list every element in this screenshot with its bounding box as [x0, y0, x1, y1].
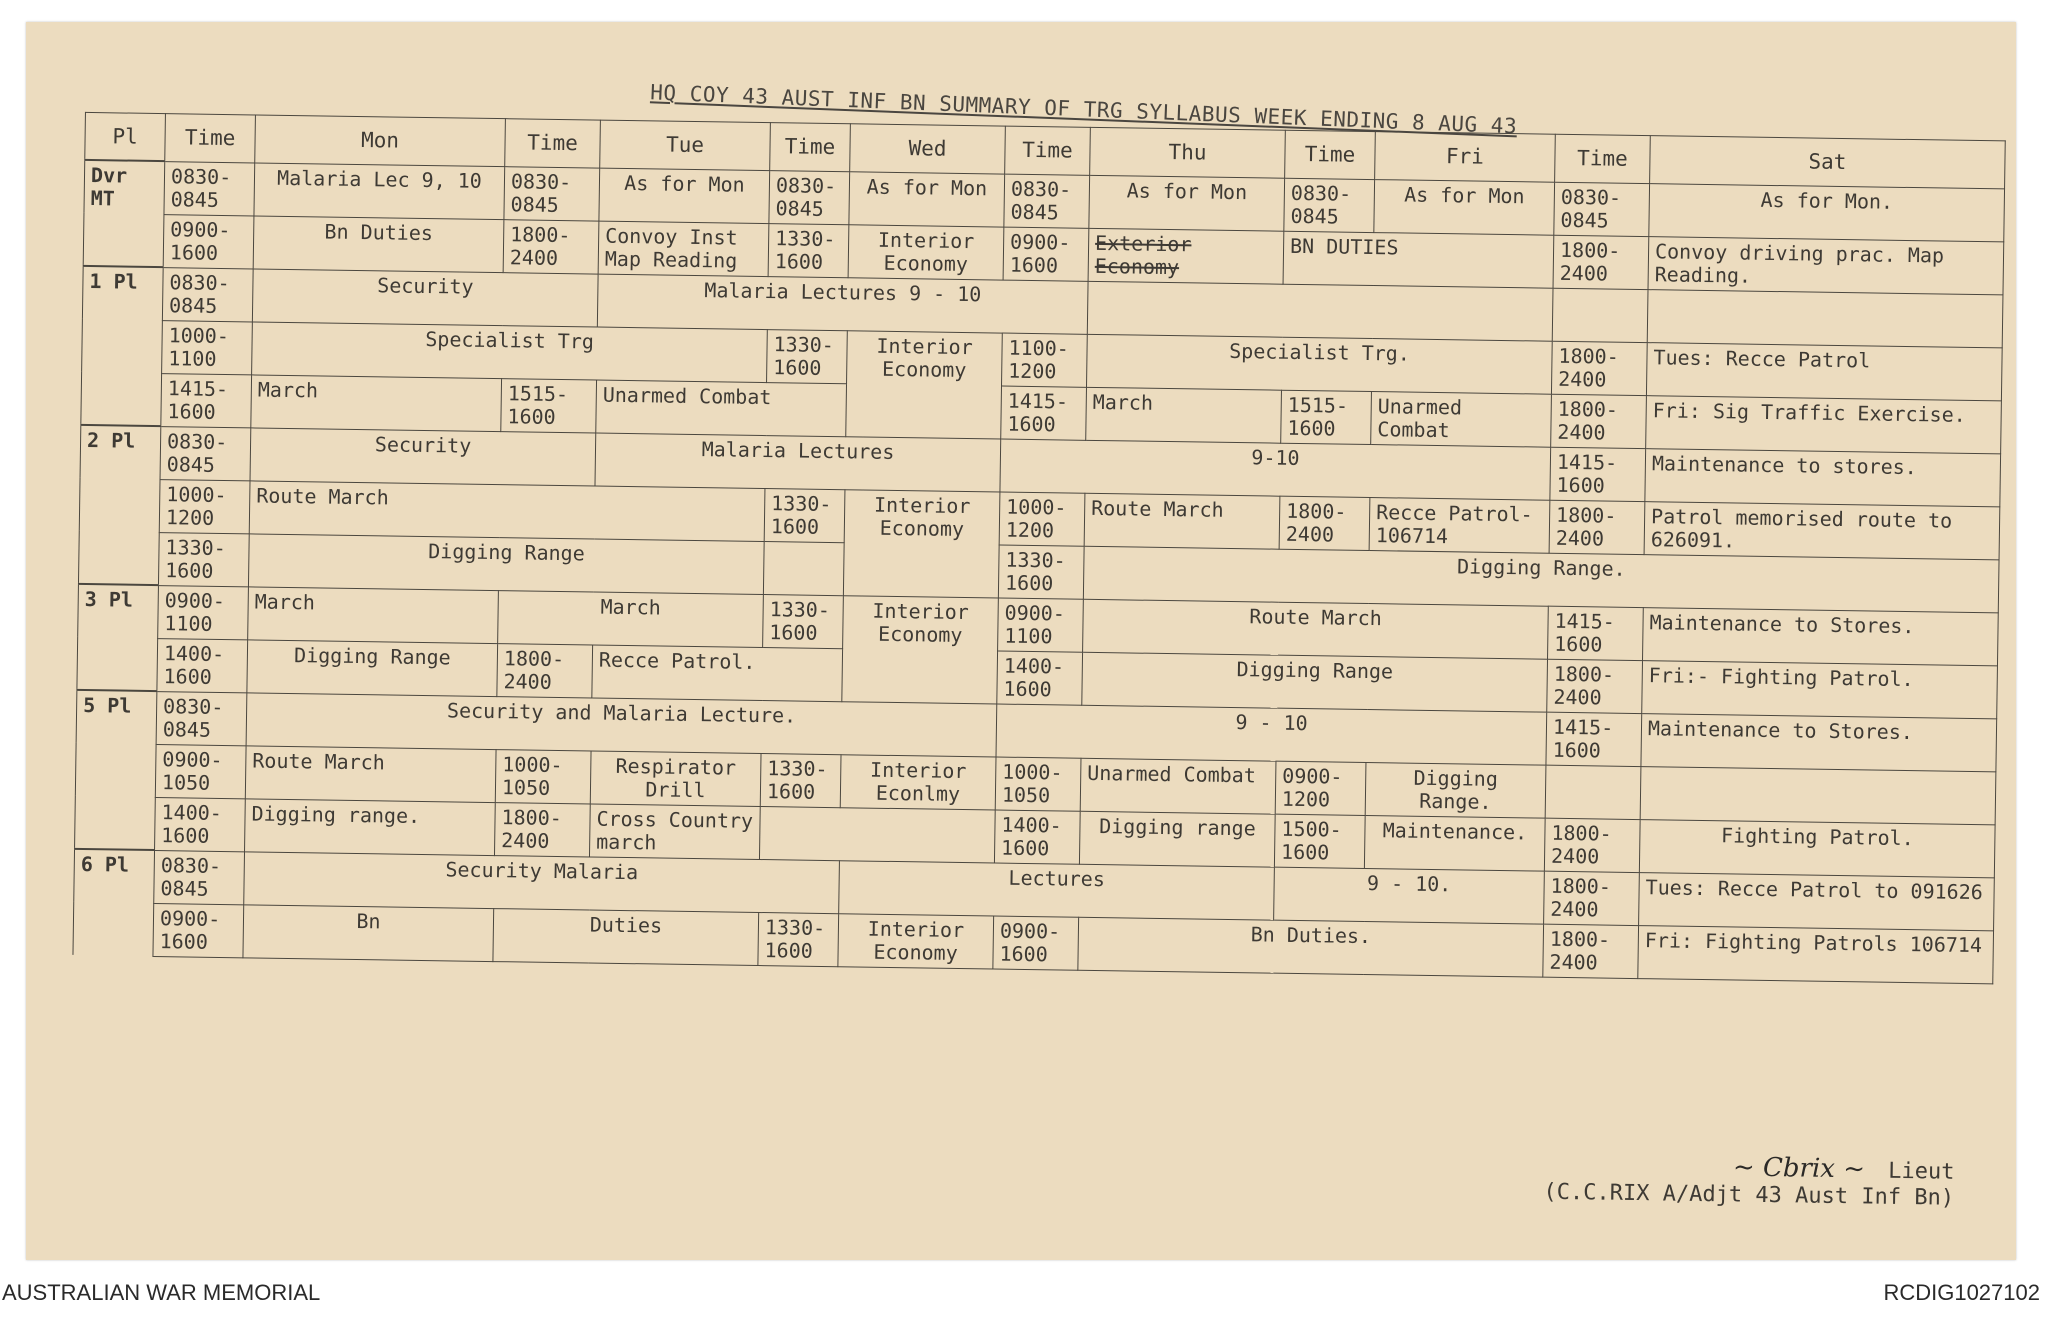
activity-cell: Interior Economy: [838, 913, 994, 968]
time-cell: 1330-1600: [767, 329, 848, 383]
activity-cell: Digging range.: [245, 798, 496, 855]
activity-cell: As for Mon: [1089, 175, 1285, 231]
time-cell: 1330-1600: [758, 912, 839, 966]
activity-cell: Respirator Drill: [590, 751, 761, 807]
col-header: Time: [1005, 126, 1091, 175]
platoon-label: 3 Pl: [77, 584, 159, 691]
activity-cell: Maintenance to Stores.: [1643, 607, 1999, 665]
time-cell: 1800-2400: [1543, 924, 1639, 978]
activity-cell: Digging Range.: [1365, 762, 1546, 818]
activity-cell: Digging Range: [247, 639, 498, 696]
activity-cell: Unarmed Combat: [1080, 758, 1276, 814]
activity-cell: Lectures: [839, 860, 1275, 919]
activity-cell: Malaria Lectures: [595, 433, 1001, 492]
activity-cell: Digging range: [1079, 811, 1275, 867]
activity-cell: BN DUTIES: [1283, 231, 1554, 288]
activity-cell: Digging Range.: [1083, 546, 1999, 613]
time-cell: 0900-1600: [993, 915, 1079, 969]
col-header: Pl: [85, 112, 166, 161]
activity-cell: Route March: [1084, 493, 1280, 549]
platoon-label: 2 Pl: [78, 425, 160, 585]
col-header: Time: [1555, 134, 1651, 183]
activity-cell: Exterior Economy: [1088, 228, 1284, 284]
activity-cell: Specialist Trg.: [1087, 334, 1553, 394]
activity-cell: Security: [252, 268, 598, 326]
empty-cell: [1647, 289, 2003, 347]
time-cell: 0900-1600: [163, 214, 254, 268]
time-cell: 1400-1600: [994, 810, 1080, 864]
activity-cell: Interior Economy: [846, 330, 1003, 438]
time-cell: 1800-2400: [494, 802, 590, 856]
col-header: Time: [165, 114, 256, 163]
time-cell: 0830-0845: [156, 691, 247, 745]
time-cell: 1415-1600: [1546, 712, 1642, 766]
activity-cell: Convoy driving prac. Map Reading.: [1648, 236, 2004, 294]
col-header: Time: [505, 119, 601, 168]
col-header: Mon: [255, 115, 506, 166]
activity-cell: Malaria Lectures 9 - 10: [597, 274, 1088, 334]
archive-credit: AUSTRALIAN WAR MEMORIAL: [2, 1280, 321, 1305]
time-cell: 0900-1050: [155, 744, 246, 798]
time-cell: 0900-1100: [158, 585, 249, 639]
time-cell: 1330-1600: [760, 753, 841, 807]
activity-cell: Maintenance to stores.: [1645, 448, 2001, 506]
time-cell: 1800-2400: [1551, 341, 1647, 395]
empty-cell: [1545, 765, 1641, 819]
activity-cell: Maintenance.: [1364, 815, 1545, 871]
col-header: Tue: [600, 120, 771, 170]
time-cell: 1800-2400: [1544, 871, 1640, 925]
activity-cell: Tues: Recce Patrol to 091626: [1639, 872, 1995, 930]
activity-cell: As for Mon: [599, 168, 770, 224]
time-cell: 1500-1600: [1274, 814, 1365, 868]
time-cell: 1415-1600: [1550, 447, 1646, 501]
activity-cell: Recce Patrol.: [592, 645, 843, 702]
time-cell: 1000-1200: [999, 492, 1085, 546]
time-cell: 1000-1100: [162, 320, 253, 374]
platoon-label: Dvr MT: [83, 160, 165, 267]
col-header: Sat: [1650, 136, 2006, 189]
activity-cell: March: [248, 586, 499, 643]
time-cell: 1800-2400: [1279, 496, 1370, 550]
time-cell: 1330-1600: [763, 594, 844, 648]
time-cell: 1800-2400: [1551, 394, 1647, 448]
time-cell: 1100-1200: [1002, 333, 1088, 387]
platoon-label: 6 Pl: [73, 849, 155, 956]
col-header: Time: [770, 123, 851, 172]
activity-cell: Bn Duties: [253, 215, 504, 272]
activity-cell: Cross Country march: [589, 803, 760, 859]
time-cell: 1000-1050: [995, 757, 1081, 811]
time-cell: 1330-1600: [998, 545, 1084, 599]
activity-cell: Interior Economy: [843, 489, 1000, 597]
col-header: Fri: [1375, 132, 1556, 182]
platoon-label: 1 Pl: [81, 266, 163, 426]
activity-cell: March: [1086, 387, 1282, 443]
activity-cell: Fri:- Fighting Patrol.: [1642, 660, 1998, 718]
time-cell: 1515-1600: [501, 378, 597, 432]
activity-cell: Fri: Sig Traffic Exercise.: [1646, 395, 2002, 453]
activity-cell: As for Mon: [849, 171, 1005, 226]
time-cell: 0830-0845: [162, 267, 253, 321]
activity-cell: Bn: [243, 904, 494, 961]
time-cell: 0830-0845: [1554, 182, 1650, 236]
time-cell: 1415-1600: [1548, 606, 1644, 660]
platoon-label: 5 Pl: [75, 690, 157, 850]
empty-cell: [763, 541, 844, 595]
time-cell: 1800-2400: [1547, 659, 1643, 713]
time-cell: 0830-0845: [504, 166, 600, 220]
activity-cell: Route March: [249, 480, 765, 541]
time-cell: 1400-1600: [997, 651, 1083, 705]
activity-cell: Maintenance to Stores.: [1641, 713, 1997, 771]
training-syllabus-table: [72, 112, 2005, 984]
col-header: Wed: [850, 124, 1006, 174]
signature-block: [1454, 1148, 1955, 1210]
time-cell: 1330-1600: [768, 223, 849, 277]
time-cell: 1400-1600: [157, 638, 248, 692]
time-cell: 0830-0845: [160, 426, 251, 480]
time-cell: 1800-2400: [1544, 818, 1640, 872]
activity-cell: Unarmed Combat: [1371, 391, 1552, 447]
empty-cell: [1552, 288, 1648, 342]
time-cell: 1515-1600: [1281, 390, 1372, 444]
activity-cell: Digging Range: [248, 533, 764, 594]
time-cell: 1400-1600: [155, 797, 246, 851]
activity-cell: Bn Duties.: [1078, 917, 1544, 977]
activity-cell: As for Mon.: [1649, 183, 2005, 241]
activity-cell: 9 - 10.: [1274, 867, 1545, 924]
activity-cell: Tues: Recce Patrol: [1646, 342, 2002, 400]
activity-cell: Convoy Inst Map Reading: [598, 221, 769, 277]
time-cell: 1000-1200: [159, 479, 250, 533]
document-title: HQ COY 43 AUST INF BN SUMMARY OF TRG SYLLABUS WEEK ENDING 8 AUG 43: [649, 80, 1518, 139]
empty-cell: [759, 806, 995, 862]
activity-cell: Recce Patrol-106714: [1369, 497, 1550, 553]
time-cell: 1800-2400: [497, 643, 593, 697]
empty-cell: [1087, 281, 1553, 341]
activity-cell: Patrol memorised route to 626091.: [1644, 501, 2000, 559]
activity-cell: Fighting Patrol.: [1639, 819, 1995, 877]
activity-cell: Specialist Trg: [252, 321, 768, 382]
time-cell: 1330-1600: [158, 532, 249, 586]
archive-id: RCDIG1027102: [1883, 1280, 2040, 1305]
time-cell: 1000-1050: [495, 749, 591, 803]
activity-cell: Digging Range: [1082, 652, 1548, 712]
activity-cell: Route March: [245, 745, 496, 802]
empty-cell: [1640, 766, 1996, 824]
signature-rank: Lieut: [1888, 1158, 1955, 1185]
activity-cell: March: [498, 590, 764, 647]
activity-cell: Interior Economy: [848, 224, 1004, 279]
activity-cell: Malaria Lec 9, 10: [254, 162, 505, 219]
activity-cell: March: [251, 374, 502, 431]
time-cell: 0830-0845: [1284, 178, 1375, 232]
activity-cell: Unarmed Combat: [596, 380, 847, 437]
col-header: Time: [1285, 130, 1376, 179]
time-cell: 1800-2400: [1549, 500, 1645, 554]
activity-cell: Security Malaria: [244, 851, 840, 913]
activity-cell: Duties: [493, 908, 759, 965]
activity-cell: Route March: [1083, 599, 1549, 659]
time-cell: 0830-0845: [164, 161, 255, 215]
time-cell: 0830-0845: [1004, 174, 1090, 228]
activity-cell: 9 - 10: [996, 704, 1547, 765]
time-cell: 0830-0845: [769, 170, 850, 224]
signature-name: (C.C.RIX A/Adjt 43 Aust Inf Bn): [1543, 1179, 1955, 1211]
time-cell: 0900-1200: [1275, 761, 1366, 815]
activity-cell: Security and Malaria Lecture.: [246, 692, 997, 756]
time-cell: 0900-1600: [1003, 227, 1089, 281]
activity-cell: Interior Economy: [842, 595, 999, 703]
handwritten-signature: ~ Cbrix ~: [1732, 1152, 1866, 1185]
time-cell: 0900-1600: [153, 903, 244, 957]
activity-cell: Security: [250, 427, 596, 485]
time-cell: 0830-0845: [154, 850, 245, 904]
activity-cell: 9-10: [1000, 439, 1551, 500]
time-cell: 0900-1100: [998, 598, 1084, 652]
col-header: Thu: [1090, 127, 1286, 177]
time-cell: 1800-2400: [1553, 235, 1649, 289]
time-cell: 1800-2400: [503, 219, 599, 273]
activity-cell: Interior Econlmy: [840, 754, 996, 809]
activity-cell: As for Mon: [1374, 179, 1555, 235]
activity-cell: Fri: Fighting Patrols 106714: [1638, 925, 1994, 983]
time-cell: 1330-1600: [764, 488, 845, 542]
time-cell: 1415-1600: [1001, 386, 1087, 440]
time-cell: 1415-1600: [161, 373, 252, 427]
